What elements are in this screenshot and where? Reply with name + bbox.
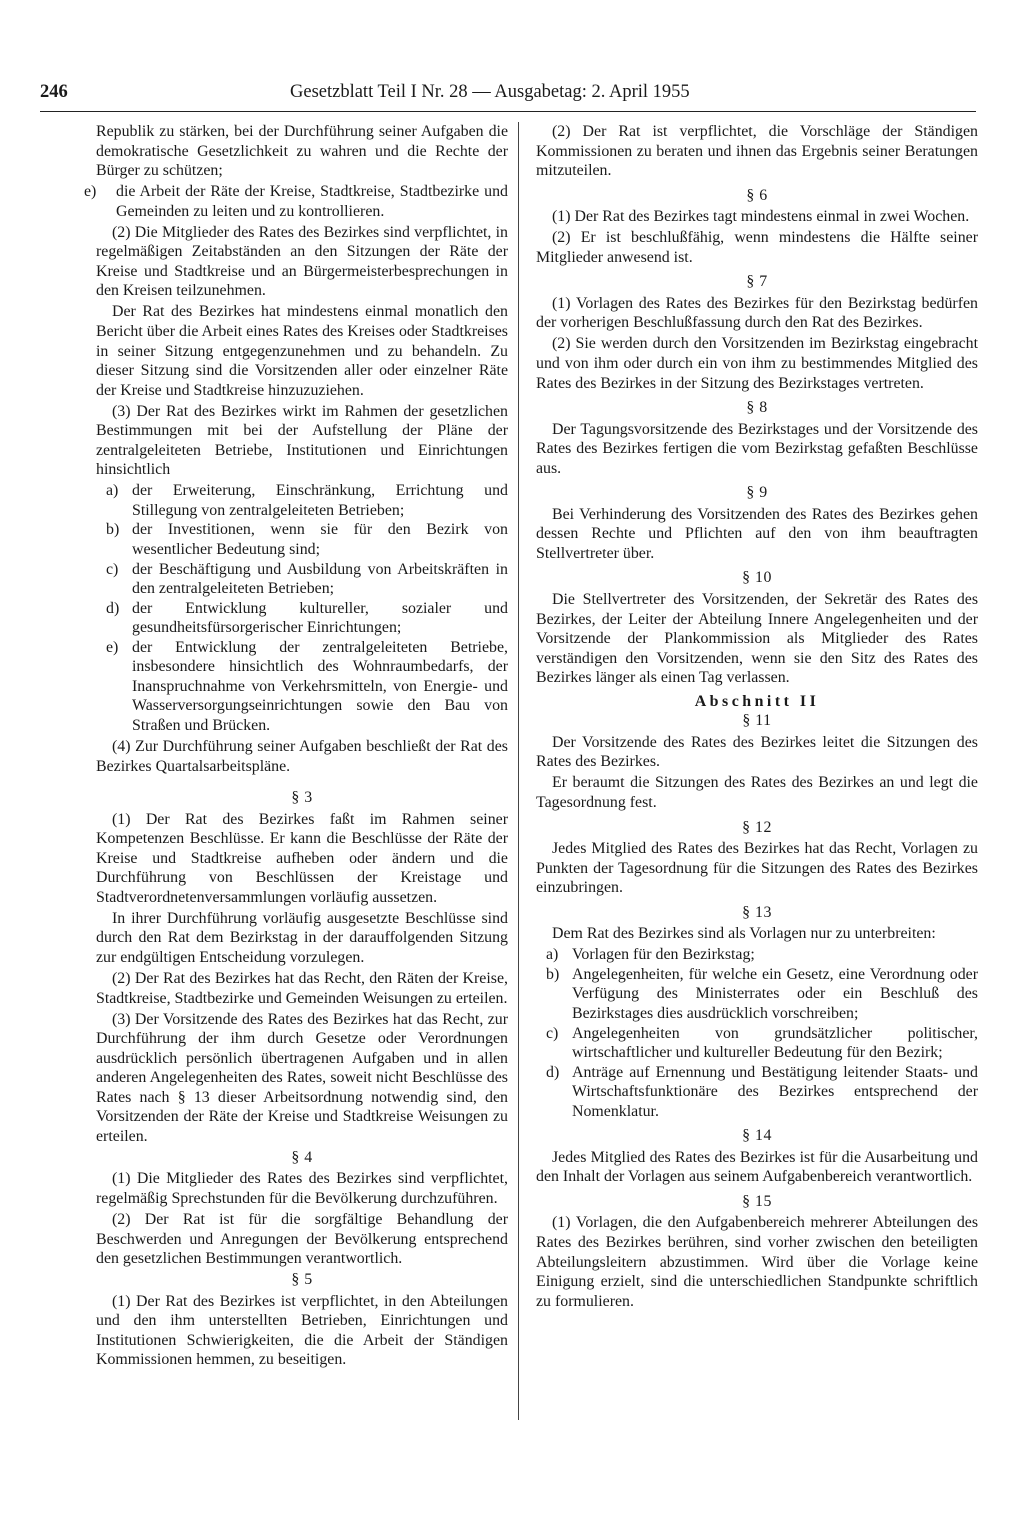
paragraph: Der Vorsitzende des Rates des Bezirkes leitet die Sitzungen des Rates des Bezirkes.: [536, 733, 978, 771]
paragraph: Der Rat des Bezirkes hat mindestens einmal monatlich den Bericht über die Arbeit eines Rates des Kreises oder Stadtkreises in seiner Sitzung entgegenzunehmen und zu behandeln. Zu dieser Sitzung sind die Vorsitzenden aller oder einzelner Räte der Kreise und Stadtkreise hinzuzuziehen.: [96, 303, 508, 399]
paragraph: (4) Zur Durchführung seiner Aufgaben beschließt der Rat des Bezirkes Quartalsarbeitspläne.: [96, 737, 508, 775]
list-item: [96, 481, 508, 520]
section-heading: § 14: [742, 1127, 772, 1145]
section-heading: § 9: [746, 484, 768, 502]
section-heading: § 7: [746, 273, 768, 291]
paragraph: (1) Der Rat des Bezirkes faßt im Rahmen seiner Kompetenzen Beschlüsse. Er kann die Beschlüsse der Räte der Kreise und Stadtkreise aufheben oder ändern und die Durchführung von Beschlüssen der Kreistage und Stadtverordnetenversammlungen vorläufig aussetzen.: [96, 810, 508, 906]
paragraph: Bei Verhinderung des Vorsitzenden des Rates des Bezirkes gehen dessen Rechte und Pflichten auf den von ihm beauftragten Stellvertreter über.: [536, 505, 978, 562]
paragraph: Der Tagungsvorsitzende des Bezirkstages und der Vorsitzende des Rates des Bezirkes fertigen die vom Bezirkstag gefaßten Beschlüsse aus.: [536, 420, 978, 477]
left-column: [84, 122, 508, 1371]
paragraph: (1) Der Rat des Bezirkes ist verpflichtet, in den Abteilungen und den ihm unterstellten Betrieben, Einrichtungen und Institutionen Schwierigkeiten, die die Arbeit der Ständigen Kommissionen hemmen, zu beseitigen.: [96, 1292, 508, 1369]
paragraph: Jedes Mitglied des Rates des Bezirkes hat das Recht, Vorlagen zu Punkten der Tagesordnung für die Sitzungen des Rates des Bezirkes einzubringen.: [536, 840, 978, 897]
list-text: Vorlagen für den Bezirkstag;: [572, 946, 755, 964]
list-text: Anträge auf Ernennung und Bestätigung leitender Staats- und Wirtschaftsfunktionäre des Bezirkes entsprechend der Nomenklatur.: [572, 1063, 978, 1120]
list-text: Angelegenheiten von grundsätzlicher politischer, wirtschaftlicher und kultureller Bedeutung für den Bezirk;: [572, 1024, 978, 1062]
page-number: 246: [40, 82, 68, 102]
section-heading: § 5: [291, 1271, 313, 1289]
right-column: [536, 122, 978, 1313]
list-marker: a): [546, 946, 559, 964]
gazette-title: Gesetzblatt Teil I Nr. 28 — Ausgabetag: 2. April 1955: [290, 82, 690, 102]
section-heading: § 6: [746, 186, 768, 204]
section-heading: § 13: [742, 903, 772, 921]
paragraph: Republik zu stärken, bei der Durchführung seiner Aufgaben die demokratische Gesetzlichkeit zu wahren und die Rechte der Bürger zu schützen;: [96, 123, 508, 180]
paragraph: (2) Er ist beschlußfähig, wenn mindestens die Hälfte seiner Mitglieder anwesend ist.: [536, 229, 978, 266]
section-heading: § 10: [742, 569, 772, 587]
paragraph: (3) Der Vorsitzende des Rates des Bezirkes hat das Recht, zur Durchführung der ihm durch Gesetze oder Verordnungen ausdrücklich persönlich übertragenen Aufgaben und in allen anderen Angelegenheiten des Rates, soweit nicht Beschlüsse des Rates nach § 13 dieser Arbeitsordnung notwendig sind, den Vorsitzenden der Räte der Kreise und Stadtkreise Weisungen zu erteilen.: [96, 1010, 508, 1145]
list-item: [96, 520, 508, 559]
list-text: der Entwicklung kultureller, sozialer und gesundheitsfürsorgerischer Einrichtungen;: [132, 599, 508, 637]
header-rule: [40, 111, 976, 112]
paragraph: (2) Der Rat des Bezirkes hat das Recht, den Räten der Kreise, Stadtkreise, Stadtbezirke und Gemeinden Weisungen zu erteilen.: [96, 969, 508, 1007]
paragraph: (1) Vorlagen, die den Aufgabenbereich mehrerer Abteilungen des Rates des Bezirkes berühren, sind vorher zwischen den beteiligten Abteilungsleitern abzustimmen. Wird über die Vorlage keine Einigung erzielt, sind die unterschiedlichen Standpunkte schriftlich zu formulieren.: [536, 1214, 978, 1310]
section-heading: § 15: [742, 1192, 772, 1210]
list-marker: b): [546, 965, 560, 983]
list-text: die Arbeit der Räte der Kreise, Stadtkreise, Stadtbezirke und Gemeinden zu leiten und zu kontrollieren.: [116, 183, 508, 220]
list-marker: d): [546, 1063, 560, 1081]
list-item: [84, 182, 508, 221]
paragraph: (1) Die Mitglieder des Rates des Bezirkes sind verpflichtet, regelmäßig Sprechstunden für die Bevölkerung durchzuführen.: [96, 1170, 508, 1207]
list-marker: d): [106, 599, 120, 617]
paragraph: (1) Der Rat des Bezirkes tagt mindestens einmal in zwei Wochen.: [552, 208, 970, 226]
paragraph: Die Stellvertreter des Vorsitzenden, der Sekretär des Rates des Bezirkes, der Leiter der Abteilung Innere Angelegenheiten und der Vorsitzende der Plankommission als Mitglieder des Rates verständigen den Vorsitzenden, wenn sie den Sitz des Rates des Bezirkes länger als einen Tag verlassen.: [536, 591, 978, 687]
list: [96, 481, 508, 735]
list-item: [536, 965, 978, 1024]
paragraph: Jedes Mitglied des Rates des Bezirkes ist für die Ausarbeitung und den Inhalt der Vorlagen aus seinem Aufgabenbereich verantwortlich.: [536, 1148, 978, 1186]
paragraph: (1) Vorlagen des Rates des Bezirkes für den Bezirkstag bedürfen der vorherigen Beschlußfassung durch den Rat des Bezirkes.: [536, 294, 978, 332]
list-item: [96, 638, 508, 736]
list-marker: c): [106, 560, 119, 578]
list-marker: e): [106, 638, 119, 656]
list-item: [96, 560, 508, 599]
paragraph: (3) Der Rat des Bezirkes wirkt im Rahmen der gesetzlichen Bestimmungen mit bei der Aufstellung der Pläne der zentralgeleiteten Betriebe, Institutionen und Einrichtungen hinsichtlich: [96, 402, 508, 479]
paragraph: (2) Der Rat ist verpflichtet, die Vorschläge der Ständigen Kommissionen zu beraten und ihnen das Ergebnis seiner Beratungen mitzuteilen.: [536, 123, 978, 180]
list-marker: e): [84, 183, 97, 201]
paragraph: (2) Der Rat ist für die sorgfältige Behandlung der Beschwerden und Anregungen der Bevölkerung entsprechend den gesetzlichen Bestimmungen verantwortlich.: [96, 1211, 508, 1268]
list-item: [536, 1024, 978, 1063]
page-header: [40, 82, 976, 108]
list-marker: c): [546, 1024, 559, 1042]
paragraph: Er beraumt die Sitzungen des Rates des Bezirkes an und legt die Tagesordnung fest.: [536, 774, 978, 811]
section-heading: § 8: [746, 399, 768, 417]
column-divider: [518, 122, 519, 1420]
section-heading: § 3: [291, 789, 313, 807]
section-heading: § 11: [742, 712, 772, 730]
list-item: [96, 599, 508, 638]
paragraph: In ihrer Durchführung vorläufig ausgesetzte Beschlüsse sind durch den Rat dem Bezirkstag in der darauffolgenden Sitzung zur endgültigen Entscheidung vorzulegen.: [96, 909, 508, 966]
list-item: [536, 1063, 978, 1122]
list-text: der Entwicklung der zentralgeleiteten Betriebe, insbesondere hinsichtlich des Wohnraumbedarfs, der Inanspruchnahme von Verkehrsmitteln, von Energie- und Wasserversorgungseinrichtungen sowie den Bau von Straßen und Brücken.: [132, 638, 508, 734]
list-text: der Erweiterung, Einschränkung, Errichtung und Stillegung von zentralgeleiteten Betrieben;: [132, 482, 508, 519]
paragraph: (2) Sie werden durch den Vorsitzenden im Bezirkstag eingebracht und von ihm oder durch ein von ihm zu bestimmendes Mitglied des Rates des Bezirkes in der Sitzung des Bezirkstages vertreten.: [536, 335, 978, 392]
section-heading: § 4: [291, 1148, 313, 1166]
list-marker: b): [106, 521, 120, 539]
list: [536, 945, 978, 1121]
list-text: Angelegenheiten, für welche ein Gesetz, eine Verordnung oder Verfügung des Ministerrates oder ein Beschluß des Bezirkstages dies ausdrücklich vorschreiben;: [572, 965, 978, 1022]
list-marker: a): [106, 482, 119, 500]
paragraph: Dem Rat des Bezirkes sind als Vorlagen nur zu unterbreiten:: [552, 925, 936, 943]
section-heading: § 12: [742, 818, 772, 836]
list-text: der Beschäftigung und Ausbildung von Arbeitskräften in den zentralgeleiteten Betrieben;: [132, 560, 508, 598]
chapter-heading: Abschnitt II: [694, 692, 820, 710]
list: [84, 182, 508, 221]
paragraph: (2) Die Mitglieder des Rates des Bezirkes sind verpflichtet, in regelmäßigen Zeitabständen an den Sitzungen der Räte der Kreise und Stadtkreise und an Bürgermeisterbesprechungen in den Kreisen teilzunehmen.: [96, 223, 508, 300]
list-item: [536, 945, 978, 965]
list-text: der Investitionen, wenn sie für den Bezirk von wesentlicher Bedeutung sind;: [132, 521, 508, 558]
